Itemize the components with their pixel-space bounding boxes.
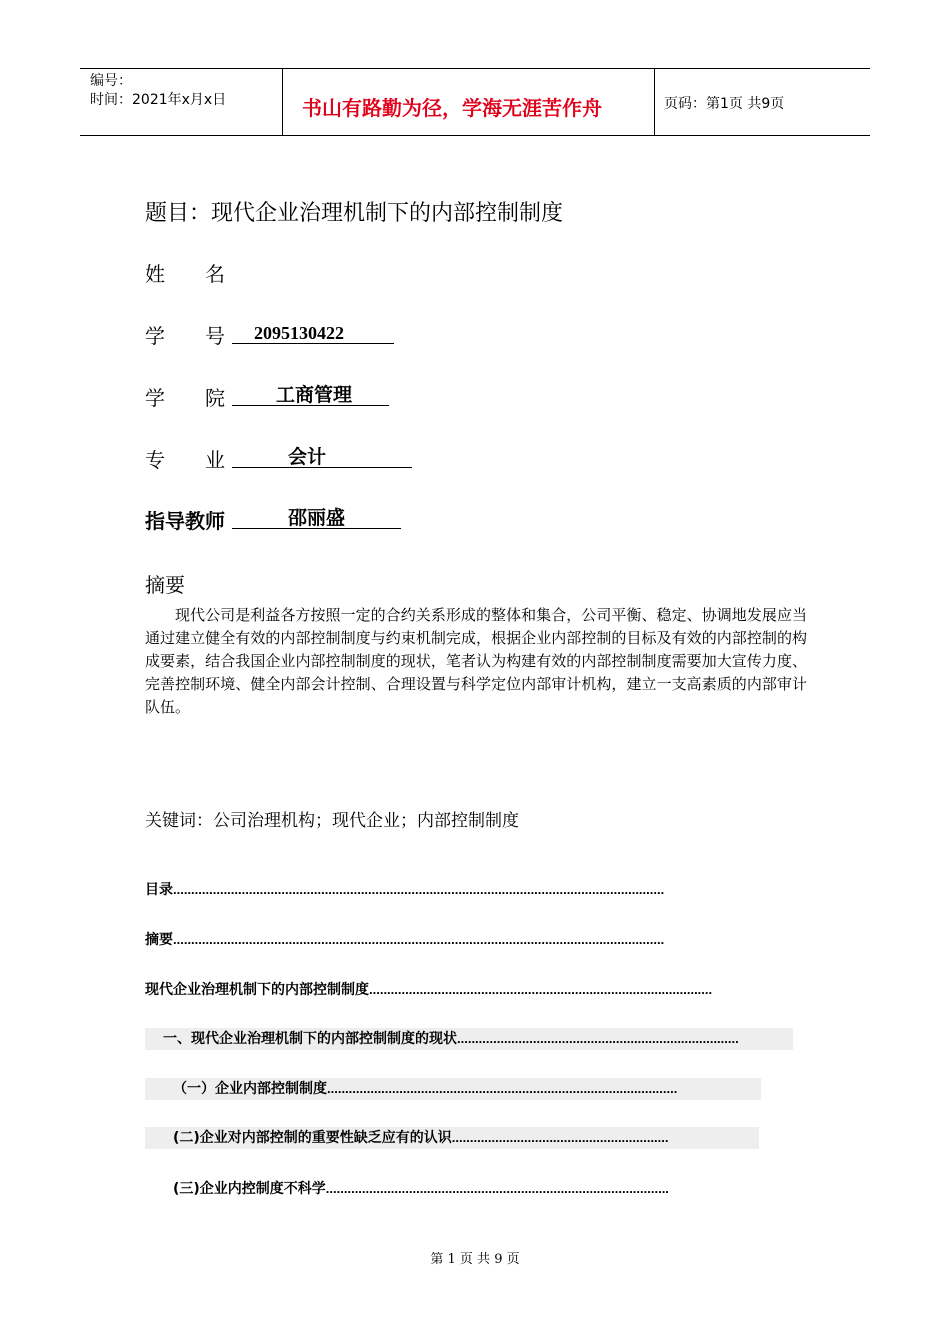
toc-item[interactable] xyxy=(145,1178,759,1200)
college-value: 工商管理 xyxy=(232,384,389,406)
header-divider-left xyxy=(282,68,283,135)
toc-item[interactable] xyxy=(145,879,765,901)
toc-item-leader: ........................................................................................................................................ xyxy=(173,932,665,947)
page-title: 题目：现代企业治理机制下的内部控制制度 xyxy=(145,201,564,226)
toc-item-leader: ........................................................................................................................................ xyxy=(173,882,665,897)
name-label: 姓 名 xyxy=(145,262,225,286)
major-label: 专 业 xyxy=(145,448,225,472)
toc-item-leader: ................................................................................................. xyxy=(327,1081,678,1096)
toc-item[interactable] xyxy=(145,979,798,1001)
toc-item-label: (二)企业对内部控制的重要性缺乏应有的认识 xyxy=(173,1130,452,1146)
toc-item-leader: .............................................................................. xyxy=(457,1031,739,1046)
toc-item[interactable] xyxy=(145,1028,793,1050)
toc-item-label: 一、现代企业治理机制下的内部控制制度的现状 xyxy=(163,1031,457,1047)
toc-item-leader: ............................................................ xyxy=(451,1130,669,1145)
toc-item-leader: ............................................................................................... xyxy=(369,982,713,997)
keywords: 关键词：公司治理机构；现代企业；内部控制制度 xyxy=(145,811,519,831)
header-motto: 书山有路勤为径，学海无涯苦作舟 xyxy=(302,96,602,120)
major-value: 会计 xyxy=(232,446,412,468)
student-id-value: 2095130422 xyxy=(232,322,394,344)
student-id-label: 学 号 xyxy=(145,324,225,348)
abstract-body: 现代公司是利益各方按照一定的合约关系形成的整体和集合，公司平衡、稳定、协调地发展应当通过建立健全有效的内部控制制度与约束机制完成，根据企业内部控制的目标及有效的内部控制的构成要素，结合我国企业内部控制制度的现状，笔者认为构建有效的内部控制制度需要加大宣传力度、完善控制环境、健全内部会计控制、合理设置与科学定位内部审计机构，建立一支高素质的内部审计队伍。 xyxy=(145,606,807,716)
toc-item-label: 目录 xyxy=(145,882,173,898)
header-bottom-rule xyxy=(80,135,870,136)
toc-item-label: 现代企业治理机制下的内部控制制度 xyxy=(145,982,369,998)
abstract-heading: 摘要 xyxy=(145,573,185,597)
toc-item[interactable] xyxy=(145,1078,761,1100)
toc-item-label: 摘要 xyxy=(145,932,173,948)
toc-item-label: （一）企业内部控制制度 xyxy=(173,1081,327,1097)
advisor-label: 指导教师 xyxy=(145,509,225,533)
toc-item-label: (三)企业内控制度不科学 xyxy=(173,1181,326,1197)
page-footer: 第 1 页 共 9 页 xyxy=(430,1252,520,1267)
college-label: 学 院 xyxy=(145,386,225,410)
header-top-rule xyxy=(80,68,870,69)
header-page-code: 页码：第1页 共9页 xyxy=(664,96,785,112)
header-time-label: 时间：2021年x月x日 xyxy=(90,92,227,108)
toc-item-leader: ............................................................................................... xyxy=(325,1181,669,1196)
advisor-value: 邵丽盛 xyxy=(232,507,401,529)
header-number-label: 编号： xyxy=(90,73,132,89)
header-divider-right xyxy=(654,68,655,135)
toc-item[interactable] xyxy=(145,929,773,951)
toc-item[interactable] xyxy=(145,1127,759,1149)
